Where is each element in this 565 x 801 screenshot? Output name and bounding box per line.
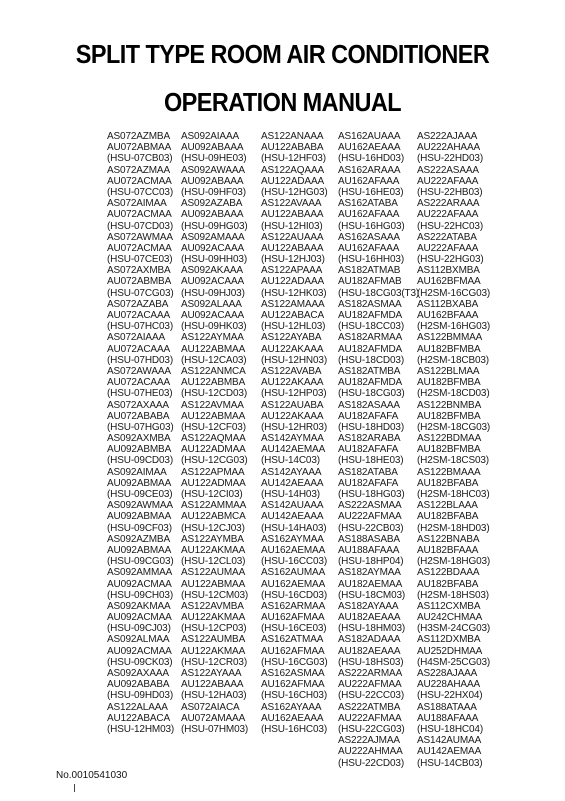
model-entry: AU072ACMAA [107,242,172,254]
model-entry: (HSU-16CE03) [261,623,327,635]
model-entry: AU092ACAAA [181,242,244,254]
model-entry: (H3SM-24CG03) [417,623,491,635]
model-entry: AU182AEAAA [338,645,401,657]
model-entry: AS122AUMAA [181,567,246,579]
model-entry: AS072AZABA [107,298,169,310]
model-entry: AU122ABMAA [181,343,246,355]
model-entry: AS162AUAAA [338,131,401,142]
model-entry: (HSU-14H03) [261,489,320,500]
model-entry: AU122ABAAA [181,679,244,691]
model-entry: AS182ASAAA [338,399,400,411]
model-entry: AS092AZABA [181,198,243,210]
model-entry: AU092ABAAA [181,175,244,187]
model-entry: (HSU-09HG03) [181,220,248,232]
model-entry: (HSU-12HM03) [107,723,175,735]
model-entry: AS162ARMAA [261,600,326,612]
model-entry: AS092AIAAA [181,131,239,142]
model-entry: (H2SM-18CB03) [417,354,489,366]
model-entry: AS122BNMBA [417,399,482,411]
model-entry: (HSU-16CD03) [261,589,327,601]
model-entry: AU222AFAAA [417,209,479,221]
model-entry: (HSU-14CB03) [417,757,483,769]
model-entry: AS092AXMBA [107,433,171,445]
model-entry: (HSU-12CP03) [181,623,247,635]
model-entry: AS122BLAAA [417,500,478,512]
model-entry: AU222AFAAA [417,242,479,254]
model-entry: (H4SM-25CG03) [417,656,491,668]
model-entry: (HSU-18CG03) [338,388,405,400]
model-entry: AU182AEMAA [338,578,403,590]
model-entry: (HSU-18HC04) [417,723,483,735]
model-entry: AS092ALAAA [181,298,242,310]
model-entry: (HSU-09CE03) [107,489,173,500]
model-entry: AU222AFMAA [338,712,402,724]
model-entry: AU142AEMAA [261,444,326,456]
model-entry: (HSU-07HE03) [107,388,173,400]
model-entry: AU182AFMDA [338,343,403,355]
model-entry: AU122ABMBA [181,377,246,389]
model-entry: (H2SM-18CD03) [417,388,490,400]
model-entry: AU092ABMAA [107,477,172,489]
model-entry: AS182ATMAB [338,265,401,277]
model-entry: AS072AWMAA [107,231,173,243]
model-entry: AS122BDMAA [417,433,482,445]
model-entry: AU182AFAFA [338,477,399,489]
model-entry: AS142AUMAA [417,735,482,747]
model-entry: (HSU-07CD03) [107,220,173,232]
model-entry: AS122AUABA [261,399,324,411]
model-entry: AS072AIAAA [107,332,165,344]
model-entry: AU122AKAAA [261,377,324,389]
model-entry: AU122AKMAA [181,645,246,657]
model-entry: AS122APMAA [181,466,245,478]
model-entry: (HSU-09HH03) [181,254,247,266]
model-entry: (HSU-18HP04) [338,556,404,568]
model-entry: (HSU-12CA03) [181,354,247,366]
model-entry: (HSU-12HA03) [181,690,247,702]
model-entry: AU182BFMBA [417,343,481,355]
model-entry: AU182BFABA [417,477,479,489]
model-entry: AS112BXABA [417,298,479,310]
model-entry: (HSU-12CD03) [181,388,247,400]
model-entry: AS142AYMAA [261,433,324,445]
model-entry: AU122ADMAA [181,477,246,489]
model-entry: AU182AFMDA [338,310,403,321]
model-entry: AS162ATMAA [261,634,324,646]
document-number: No.0010541030 [56,770,128,781]
model-entry: AS092AKAAA [181,265,243,277]
model-entry: AS182ATMBA [338,365,401,377]
model-entry: (H2SM-18CG03) [417,421,491,433]
model-entry: AU182AFAFA [338,444,399,456]
model-entry: AS182ARMAA [338,332,403,344]
model-entry: AU122AKAAA [261,410,324,422]
model-entry: AU162AFAAA [338,209,400,221]
model-entry: AU122ABMCA [181,511,246,523]
model-entry: AS162AYMAA [261,533,324,545]
model-entry: (HSU-09HJ03) [181,287,245,299]
model-entry: AS092AMAAA [181,231,245,243]
model-entry: AU122ABMAA [181,410,246,422]
model-entry: (H2SM-18HS03) [417,589,489,601]
model-entry: (HSU-18HD03) [338,421,404,433]
model-entry: (HSU-12CF03) [181,421,246,433]
model-entry: AU092ACMAA [107,645,172,657]
model-entry: AU122ABABA [261,142,324,154]
model-entry: AS122AYAAA [181,668,242,679]
model-entry: AS072AIMAA [107,198,167,210]
model-entry: AS182AYMAA [338,567,401,579]
model-entry: AU222AHAAA [417,142,480,154]
model-entry: (HSU-09HD03) [107,690,173,702]
model-entry: AS222ARMAA [338,668,403,679]
model-entry: AU122AKMAA [181,544,246,556]
model-entry: AS142AUAAA [261,500,324,512]
model-entry: (HSU-09CF03) [107,522,172,534]
model-entry: (HSU-22HD03) [417,153,483,165]
model-entry: (H2SM-18HG03) [417,556,491,568]
model-entry: AS072AZMBA [107,131,170,142]
model-entry: (HSU-07HG03) [107,421,174,433]
model-entry: (HSU-22HC03) [417,220,483,232]
model-entry: AU162AEMAA [261,578,326,590]
model-entry: AU162AEAAA [338,142,401,154]
model-entry: AS122AQAAA [261,164,324,176]
model-entry: AU162AEMAA [261,544,326,556]
model-entry: AS222AJAAA [417,131,478,142]
page-mark [74,784,75,792]
model-entry: AS122AVAAA [261,198,322,210]
model-entry: AS072AZMAA [107,164,170,176]
model-entry: (HSU-07HC03) [107,321,173,333]
model-entry: AS182ARABA [338,433,401,445]
model-entry: AU162AFMAA [261,645,325,657]
model-entry: AS222ATABA [417,231,477,243]
model-entry: (HSU-18CM03) [338,589,406,601]
model-entry: AU142AEAAA [261,477,324,489]
model-entry: (HSU-12HN03) [261,354,327,366]
model-entry: AU092ABMAA [107,544,172,556]
model-entry: AU122ADAAA [261,175,324,187]
model-entry: (HSU-18HE03) [338,455,404,467]
model-entry: AU092ACAAA [181,276,244,288]
model-entry: AU092ABAAA [181,209,244,221]
model-column-3 [261,131,328,735]
model-column-5 [417,131,490,769]
model-entry: AU122ABACA [107,712,170,724]
model-entry: AS222ASAAA [417,164,479,176]
model-entry: AS182AYAAA [338,600,399,612]
model-entry: (HSU-16HD03) [338,153,404,165]
model-entry: AU072ACMAA [107,175,172,187]
model-entry: AU072ACAAA [107,343,170,355]
model-entry: AU162AFMAA [261,612,325,624]
model-entry: (HSU-16HC03) [261,723,327,735]
model-entry: AS122AMAAA [261,298,325,310]
model-entry: (HSU-18HG03) [338,489,405,500]
model-entry: (HSU-18CD03) [338,354,404,366]
model-entry: AS092AKMAA [107,600,171,612]
model-entry: AS122BMMAA [417,332,483,344]
model-entry: (HSU-16HH03) [338,254,404,266]
model-entry: AS122AYMAA [181,332,244,344]
model-entry: AS092AMMAA [107,567,173,579]
model-entry: (H2SM-18HC03) [417,489,490,500]
model-entry: (HSU-22CC03) [338,690,404,702]
model-entry: AS112CXMBA [417,600,481,612]
model-entry: (H2SM-16HG03) [417,321,491,333]
model-entry: AU072ACAAA [107,377,170,389]
model-entry: AS182ATABA [338,466,398,478]
model-entry: AS222ASMAA [338,500,402,512]
model-entry: AU228AHAAA [417,679,480,691]
model-entry: (HSU-09CD03) [107,455,173,467]
model-entry: AS112BXMBA [417,265,480,277]
model-entry: AS142AYAAA [261,466,322,478]
title-line-1: SPLIT TYPE ROOM AIR CONDITIONER [75,41,490,69]
model-entry: (HSU-09CJ03) [107,623,171,635]
model-entry: AS122AMMAA [181,500,247,512]
model-entry: (HSU-12HG03) [261,186,328,198]
model-entry: AU188AFAAA [338,544,400,556]
model-column-1 [107,131,174,735]
model-entry: AS162AUMAA [261,567,326,579]
model-entry: (HSU-12HF03) [261,153,326,165]
model-entry: (HSU-09CG03) [107,556,174,568]
model-entry: (HSU-12HI03) [261,220,323,232]
model-entry: (HSU-18CG03(T3) [338,287,420,299]
model-entry: AU182BFABA [417,578,479,590]
model-entry: AU182BFMBA [417,410,481,422]
model-entry: AU162BFMAA [417,276,481,288]
model-entry: AS162ARAAA [338,164,401,176]
model-entry: AS162AYAAA [261,701,322,713]
model-entry: (HSU-18HS03) [338,656,404,668]
model-entry: AS162ASMAA [261,668,325,679]
model-entry: (HSU-07CG03) [107,287,174,299]
model-entry: AS188ASABA [338,533,400,545]
model-entry: AS122AVMBA [181,600,244,612]
model-entry: AU092ABMBA [107,444,172,456]
model-entry: AS072AXMBA [107,265,171,277]
model-entry: AS222ARAAA [417,198,480,210]
model-entry: AU122ABACA [261,310,324,321]
model-entry: (HSU-12CJ03) [181,522,245,534]
model-entry: (HSU-14C03) [261,455,320,467]
model-entry: (HSU-07CB03) [107,153,173,165]
model-entry: AS122AUAAA [261,231,324,243]
model-entry: AS122AYABA [261,332,322,344]
model-entry: AS092AZMBA [107,533,170,545]
model-entry: AS182ADAAA [338,634,401,646]
model-entry: (HSU-22CG03) [338,723,405,735]
model-entry: (HSU-22CB03) [338,522,404,534]
model-entry: AU162AFAAA [338,242,400,254]
model-entry: AU092ABAAA [181,142,244,154]
model-entry: (HSU-07CE03) [107,254,173,266]
model-entry: AS122BLMAA [417,365,480,377]
model-entry: AU182AFMAB [338,276,402,288]
model-entry: AS092ALMAA [107,634,170,646]
model-entry: (HSU-09HF03) [181,186,246,198]
model-entry: AU092ABMAA [107,511,172,523]
model-entry: AU182BFMBA [417,377,481,389]
model-entry: AU162BFAAA [417,310,479,321]
model-entry: AS112DXMBA [417,634,481,646]
model-entry: (H2SM-18HD03) [417,522,490,534]
model-entry: AU072AMAAA [181,712,246,724]
model-entry: AU072ACMAA [107,209,172,221]
model-entry: AS162ASAAA [338,231,400,243]
model-entry: (HSU-16CC03) [261,556,327,568]
model-entry: (HSU-07HD03) [107,354,173,366]
model-entry: AS092AWMAA [107,500,173,512]
model-entry: (HSU-16CH03) [261,690,327,702]
model-entry: (HSU-12CG03) [181,455,248,467]
model-entry: (HSU-12HK03) [261,287,327,299]
model-entry: (HSU-09CK03) [107,656,173,668]
model-entry: (HSU-16HG03) [338,220,405,232]
model-entry: AU092ACAAA [181,310,244,321]
model-entry: AU182BFAAA [417,544,479,556]
model-entry: AU252DHMAA [417,645,483,657]
model-entry: (H2SM-18CS03) [417,455,489,467]
model-entry: AU122AKMAA [181,612,246,624]
model-entry: AU182AFMDA [338,377,403,389]
model-entry: (HSU-16HE03) [338,186,404,198]
model-entry: AU092ACMAA [107,578,172,590]
model-entry: (HSU-12CL03) [181,556,246,568]
model-entry: AU182AFAFA [338,410,399,422]
model-entry: AS188ATAAA [417,701,477,713]
model-entry: (HSU-12HR03) [261,421,327,433]
model-entry: (HSU-16CG03) [261,656,328,668]
model-entry: AU072ACAAA [107,310,170,321]
model-entry: (HSU-22HG03) [417,254,484,266]
model-entry: AS072AXAAA [107,399,169,411]
model-entry: (HSU-09HK03) [181,321,247,333]
model-entry: AU092ABABA [107,679,170,691]
model-entry: (HSU-07HM03) [181,723,249,735]
model-entry: (HSU-12CI03) [181,489,243,500]
model-entry: (HSU-22HX04) [417,690,483,702]
model-entry: (HSU-12HL03) [261,321,326,333]
model-entry: (HSU-09CH03) [107,589,173,601]
model-entry: AS072AWAAA [107,365,171,377]
model-entry: AS072AIACA [181,701,240,713]
model-entry: AS182ASMAA [338,298,402,310]
model-entry: AU072ABMAA [107,142,172,154]
model-entry: AS092AIMAA [107,466,167,478]
model-entry: AU072ABABA [107,410,170,422]
model-entry: (HSU-22CD03) [338,757,404,769]
model-entry: AS122ALAAA [107,701,168,713]
model-column-2 [181,131,248,735]
model-entry: AS092AXAAA [107,668,169,679]
model-entry: (HSU-12HP03) [261,388,327,400]
model-entry: AU122ABMAA [181,578,246,590]
model-entry: AU222AFMAA [338,679,402,691]
model-entry: AU122ABAAA [261,242,324,254]
model-entry: AU142AEMAA [417,746,482,758]
model-entry: (HSU-18HM03) [338,623,406,635]
model-entry: AU222AFAAA [417,175,479,187]
model-entry: AU122ADAAA [261,276,324,288]
model-entry: (H2SM-16CG03) [417,287,491,299]
model-entry: AS122BNABA [417,533,480,545]
model-entry: AS122AVMAA [181,399,244,411]
model-entry: (HSU-12CR03) [181,656,247,668]
model-entry: AU182BFMBA [417,444,481,456]
model-entry: AU142AEAAA [261,511,324,523]
model-entry: AS222ATMBA [338,701,401,713]
model-entry: AU162AFMAA [261,679,325,691]
model-entry: AS092AWAAA [181,164,245,176]
model-entry: AU182BFABA [417,511,479,523]
model-entry: AS122AYMBA [181,533,244,545]
model-entry: (HSU-09HE03) [181,153,247,165]
model-entry: AS122BDAAA [417,567,480,579]
model-entry: AS162ATABA [338,198,398,210]
model-entry: AU092ACMAA [107,612,172,624]
model-entry: AS122AVABA [261,365,322,377]
model-entry: AS122APAAA [261,265,323,277]
model-entry: AS122BMAAA [417,466,481,478]
model-entry: AU182AEAAA [338,612,401,624]
model-entry: AS122ANAAA [261,131,324,142]
model-entry: (HSU-07CC03) [107,186,173,198]
model-entry: (HSU-12CM03) [181,589,249,601]
model-entry: AU188AFAAA [417,712,479,724]
model-entry: AU122ABAAA [261,209,324,221]
model-column-4 [338,131,419,769]
model-entry: AS122AQMAA [181,433,246,445]
model-entry: AS228AJAAA [417,668,478,679]
model-entry: AU072ABMBA [107,276,172,288]
model-entry: AU222AFMAA [338,511,402,523]
model-entry: AU162AFAAA [338,175,400,187]
model-entry: (HSU-14HA03) [261,522,327,534]
model-entry: AU242CHMAA [417,612,483,624]
title-line-2: OPERATION MANUAL [163,89,402,117]
model-entry: (HSU-12HJ03) [261,254,325,266]
model-entry: AU122AKAAA [261,343,324,355]
model-entry: AS222AJMAA [338,735,400,747]
model-entry: AU222AHMAA [338,746,403,758]
model-entry: (HSU-18CC03) [338,321,404,333]
model-entry: AU162AEAAA [261,712,324,724]
model-entry: AU122ADMAA [181,444,246,456]
model-entry: (HSU-22HB03) [417,186,483,198]
model-entry: AS122AUMBA [181,634,246,646]
model-entry: AS122ANMCA [181,365,246,377]
